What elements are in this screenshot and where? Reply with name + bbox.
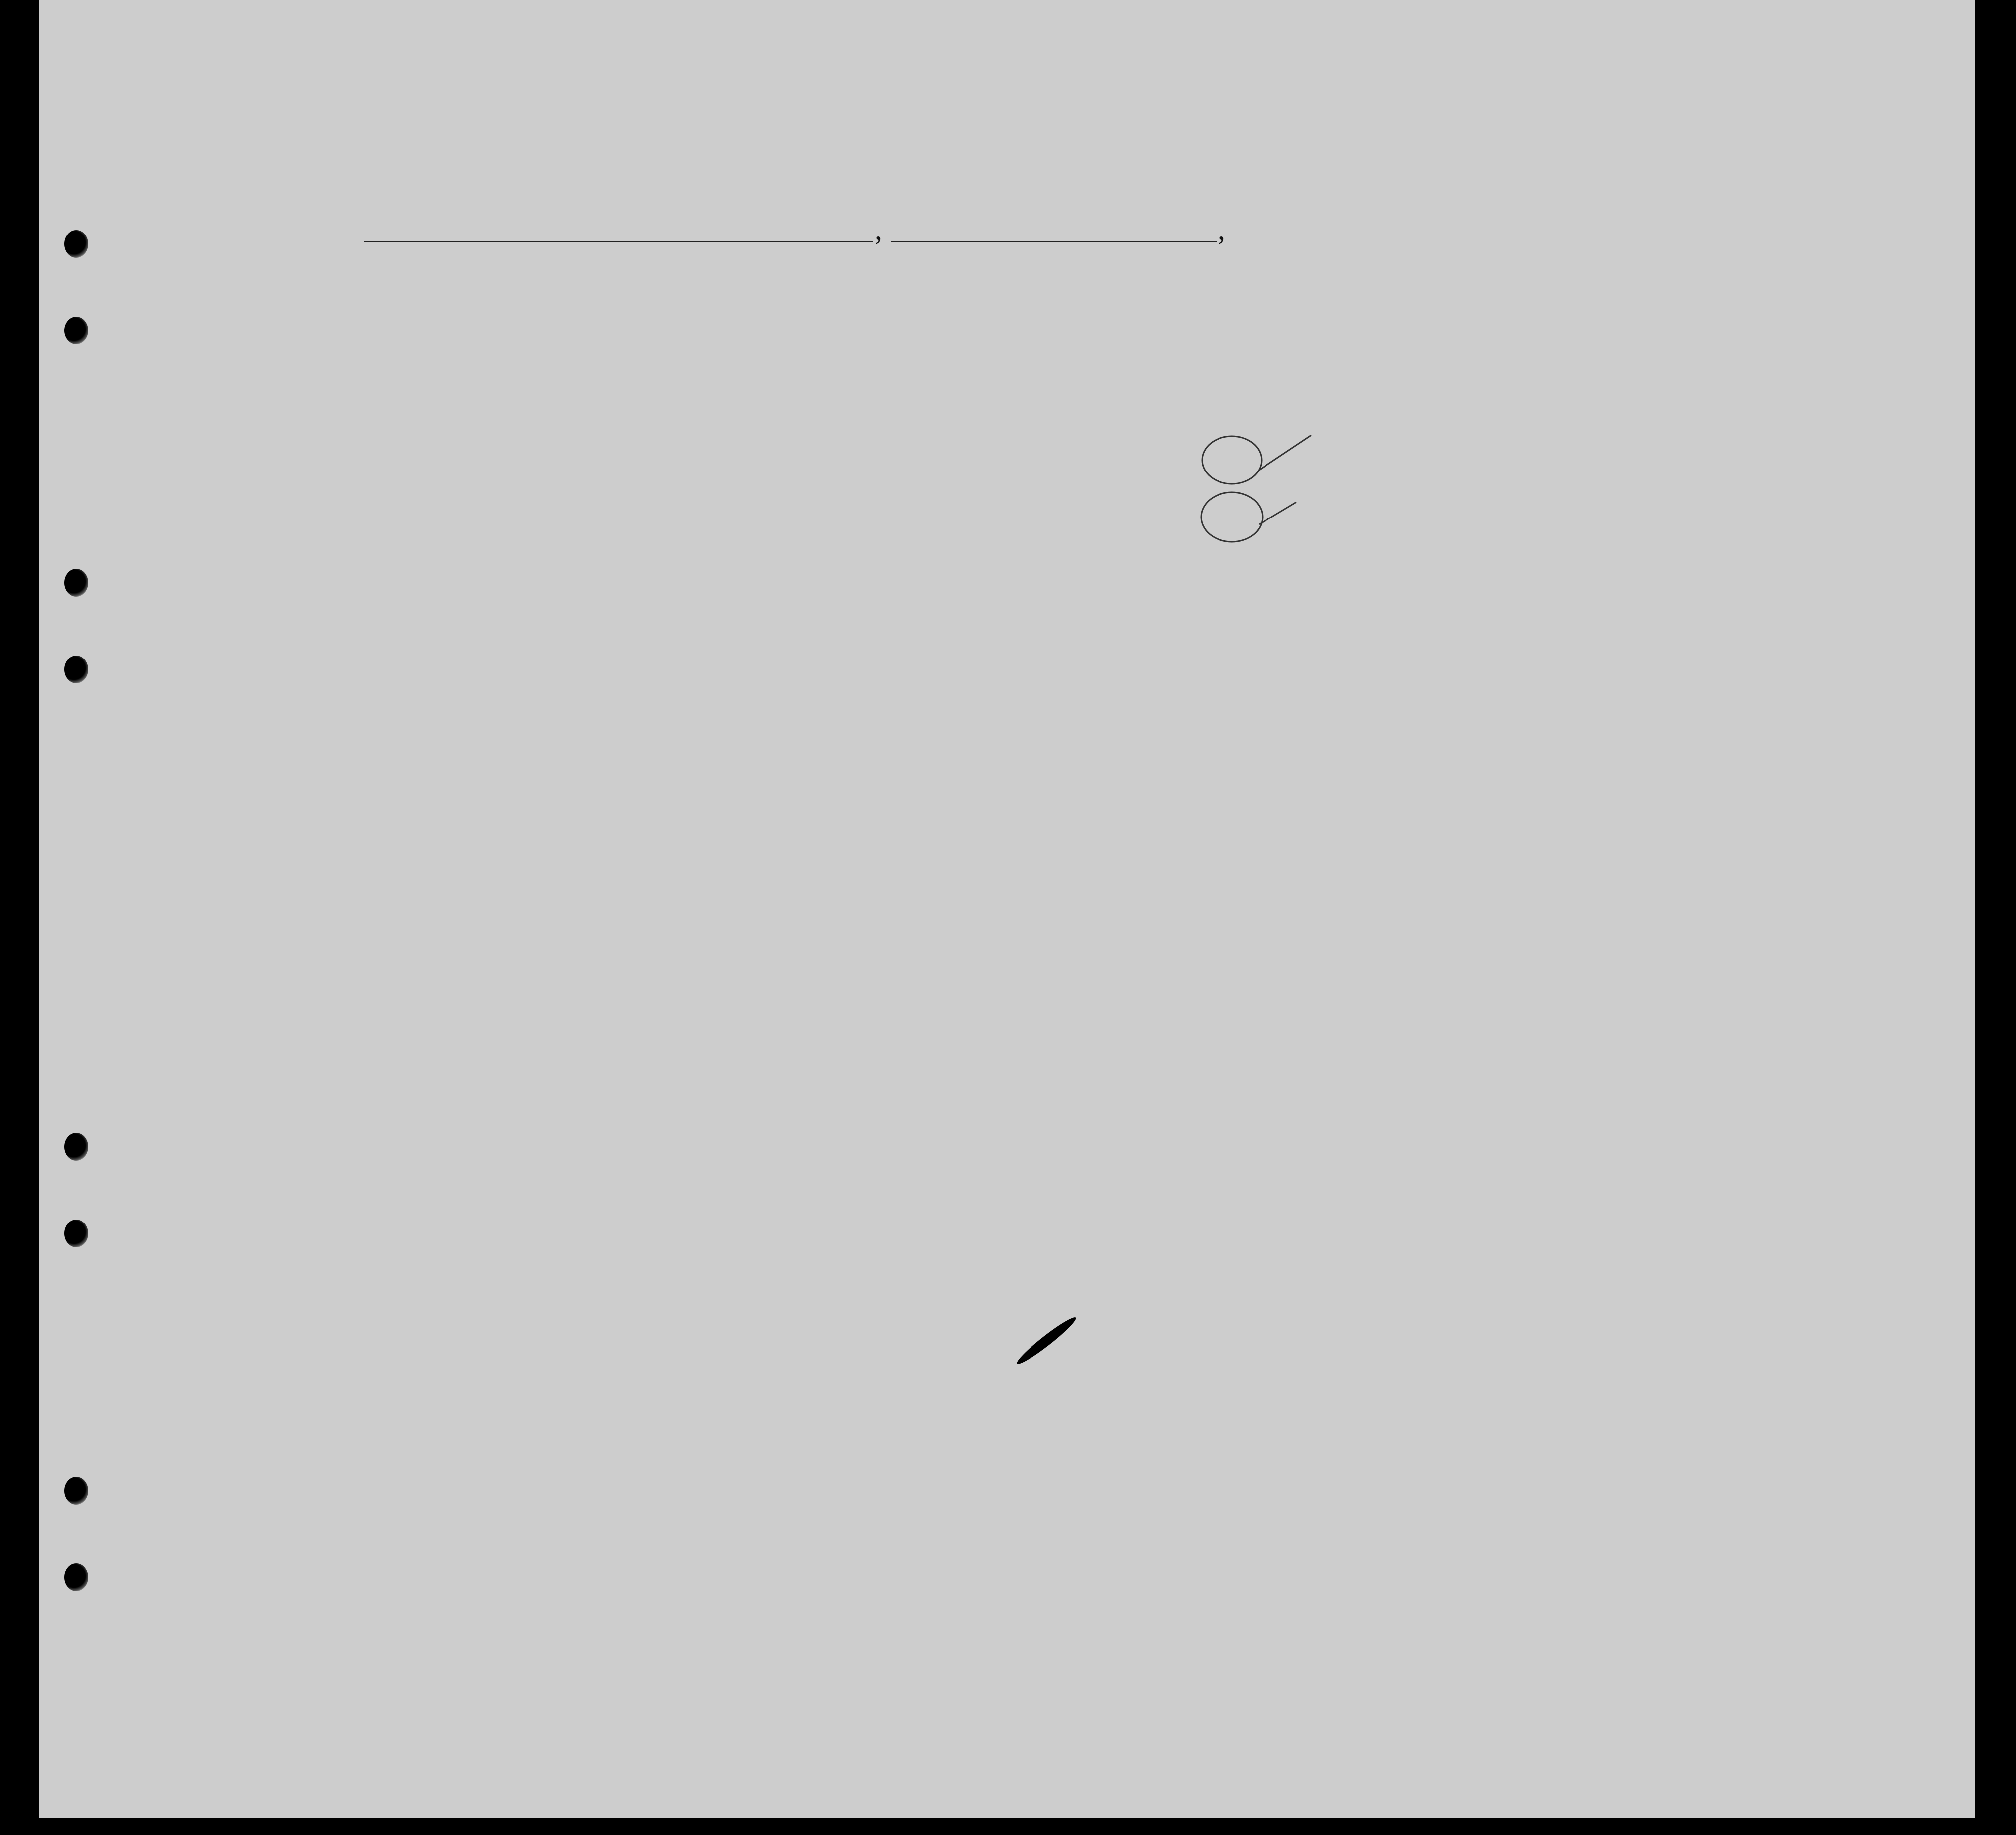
instructions [84, 161, 1667, 180]
binder-hole [64, 1133, 88, 1161]
binder-hole [64, 230, 88, 258]
handwritten-circle-marks [1197, 435, 1326, 554]
comma-2: , [1218, 213, 1225, 246]
binder-hole [64, 1220, 88, 1247]
binder-hole [64, 656, 88, 683]
comma-1: , [875, 213, 882, 246]
binder-hole [64, 1563, 88, 1591]
binder-hole [64, 569, 88, 597]
binder-hole [64, 1477, 88, 1505]
date-fill-line [891, 241, 1217, 242]
port-fill-line [364, 241, 873, 242]
binder-hole [64, 317, 88, 344]
